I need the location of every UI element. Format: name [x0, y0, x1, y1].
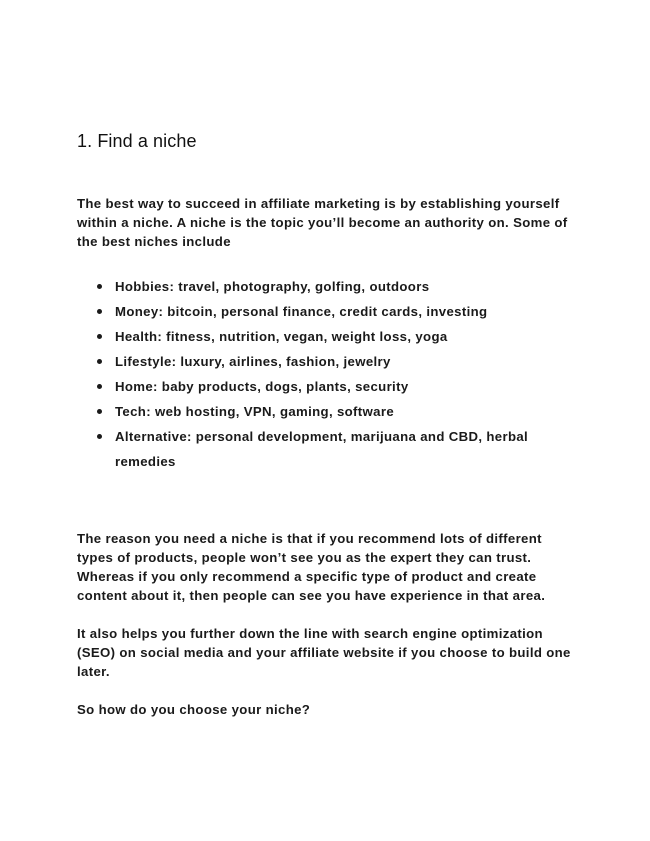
bullet-icon: [97, 284, 102, 289]
bullet-icon: [97, 334, 102, 339]
list-item: [97, 274, 585, 299]
list-item: [97, 374, 585, 399]
list-item-text: Health: fitness, nutrition, vegan, weight loss, yoga: [115, 329, 448, 344]
section-heading: 1. Find a niche: [77, 131, 197, 151]
bullet-icon: [97, 409, 102, 414]
bullet-icon: [97, 309, 102, 314]
question-paragraph: So how do you choose your niche?: [77, 702, 311, 717]
list-item: [97, 349, 585, 374]
list-item: [97, 399, 585, 424]
list-item-text: Lifestyle: luxury, airlines, fashion, jewelry: [115, 354, 391, 369]
bullet-icon: [97, 359, 102, 364]
list-item-text: Tech: web hosting, VPN, gaming, software: [115, 404, 394, 419]
list-item: [97, 424, 585, 474]
seo-paragraph: It also helps you further down the line with search engine optimization (SEO) on social media and your affiliate website if you choose to build one later.: [77, 626, 571, 679]
bullet-icon: [97, 384, 102, 389]
document-body: [77, 128, 577, 719]
list-item-text: Money: bitcoin, personal finance, credit cards, investing: [115, 304, 488, 319]
reason-paragraph: The reason you need a niche is that if you recommend lots of different types of products, people won’t see you as the expert they can trust. Whereas if you only recommend a specific type of product and create content about it, then people can see you have experience in that area.: [77, 531, 546, 603]
list-item: [97, 299, 585, 324]
intro-paragraph: The best way to succeed in affiliate marketing is by establishing yourself within a niche. A niche is the topic you’ll become an authority on. Some of the best niches include: [77, 196, 568, 249]
bullet-icon: [97, 434, 102, 439]
list-item-text: Hobbies: travel, photography, golfing, outdoors: [115, 279, 430, 294]
list-item-text: Alternative: personal development, marijuana and CBD, herbal remedies: [115, 429, 529, 469]
list-item-text: Home: baby products, dogs, plants, security: [115, 379, 409, 394]
list-item: [97, 324, 585, 349]
niche-list: [77, 274, 577, 474]
